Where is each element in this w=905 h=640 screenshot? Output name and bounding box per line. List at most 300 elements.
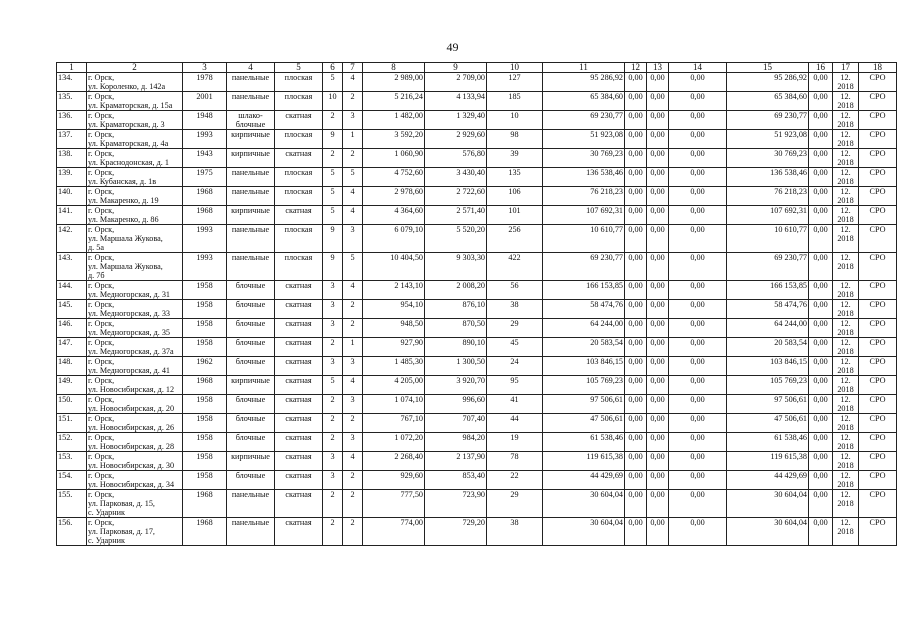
- cell-entr: 3: [343, 225, 363, 253]
- cell-c15: 30 604,04: [727, 490, 809, 518]
- address-line: ул. Медногорская, д. 35: [88, 328, 171, 337]
- address-line: ул. Новосибирская, д. 30: [88, 461, 175, 470]
- cell-c18: СРО: [859, 433, 897, 452]
- cell-total: 65 384,60: [543, 92, 625, 111]
- cell-roof: скатная: [275, 452, 323, 471]
- column-header-15: 15: [727, 63, 809, 73]
- cell-entr: 4: [343, 376, 363, 395]
- cell-line: 12.: [840, 281, 851, 290]
- column-header-9: 9: [425, 63, 487, 73]
- cell-floors: 5: [323, 168, 343, 187]
- cell-people: 10: [487, 111, 543, 130]
- cell-entr: 5: [343, 168, 363, 187]
- cell-entr: 3: [343, 357, 363, 376]
- cell-walls: панельные: [227, 253, 275, 281]
- address-line: ул. Маршала Жукова,: [88, 234, 163, 243]
- cell-n: 146.: [57, 319, 87, 338]
- address-line: г. Орск,: [88, 225, 115, 234]
- cell-area2: 2 008,20: [425, 281, 487, 300]
- cell-c17: [833, 357, 859, 376]
- cell-walls: блочные: [227, 281, 275, 300]
- address-line: г. Орск,: [88, 300, 115, 309]
- address-line: ул. Макаренко, д. 19: [88, 196, 159, 205]
- cell-floors: 9: [323, 130, 343, 149]
- cell-line: 2018: [837, 82, 854, 91]
- cell-people: 101: [487, 206, 543, 225]
- cell-year: 1978: [183, 73, 227, 92]
- cell-n: 144.: [57, 281, 87, 300]
- table-row: [57, 376, 897, 395]
- cell-total: 69 230,77: [543, 111, 625, 130]
- cell-roof: плоская: [275, 187, 323, 206]
- address-line: г. Орск,: [88, 433, 115, 442]
- cell-addr: [87, 376, 183, 395]
- cell-year: 1993: [183, 130, 227, 149]
- address-line: г. Орск,: [88, 357, 115, 366]
- cell-floors: 2: [323, 111, 343, 130]
- cell-c16: 0,00: [809, 518, 833, 546]
- cell-addr: [87, 206, 183, 225]
- cell-c13: 0,00: [647, 187, 669, 206]
- cell-c14: 0,00: [669, 471, 727, 490]
- cell-area2: 9 303,30: [425, 253, 487, 281]
- cell-c18: СРО: [859, 281, 897, 300]
- cell-line: 12.: [840, 452, 851, 461]
- cell-c18: СРО: [859, 73, 897, 92]
- cell-c12: 0,00: [625, 206, 647, 225]
- cell-c13: 0,00: [647, 395, 669, 414]
- cell-c12: 0,00: [625, 452, 647, 471]
- cell-total: 61 538,46: [543, 433, 625, 452]
- cell-addr: [87, 490, 183, 518]
- cell-c13: 0,00: [647, 471, 669, 490]
- address-line: ул. Краматорская, д. 3: [88, 120, 165, 129]
- cell-c15: 136 538,46: [727, 168, 809, 187]
- table-row: [57, 281, 897, 300]
- cell-n: 142.: [57, 225, 87, 253]
- cell-walls: блочные: [227, 414, 275, 433]
- table-row: [57, 73, 897, 92]
- cell-roof: скатная: [275, 206, 323, 225]
- cell-c13: 0,00: [647, 338, 669, 357]
- cell-c16: 0,00: [809, 73, 833, 92]
- cell-line: 2018: [837, 158, 854, 167]
- cell-roof: плоская: [275, 130, 323, 149]
- table-row: [57, 452, 897, 471]
- cell-c14: 0,00: [669, 414, 727, 433]
- cell-c16: 0,00: [809, 168, 833, 187]
- cell-c16: 0,00: [809, 319, 833, 338]
- cell-year: 1968: [183, 187, 227, 206]
- table-row: [57, 357, 897, 376]
- cell-area2: 2 929,60: [425, 130, 487, 149]
- address-line: г. Орск,: [88, 281, 115, 290]
- column-header-13: 13: [647, 63, 669, 73]
- cell-c18: СРО: [859, 168, 897, 187]
- cell-line: 2018: [837, 196, 854, 205]
- cell-people: 29: [487, 490, 543, 518]
- cell-floors: 3: [323, 300, 343, 319]
- cell-roof: плоская: [275, 73, 323, 92]
- table-row: [57, 92, 897, 111]
- cell-n: 149.: [57, 376, 87, 395]
- cell-n: 136.: [57, 111, 87, 130]
- cell-people: 106: [487, 187, 543, 206]
- cell-area: 774,00: [363, 518, 425, 546]
- cell-year: 1958: [183, 319, 227, 338]
- cell-c17: [833, 300, 859, 319]
- cell-entr: 3: [343, 395, 363, 414]
- cell-c14: 0,00: [669, 518, 727, 546]
- cell-c13: 0,00: [647, 225, 669, 253]
- cell-walls: панельные: [227, 187, 275, 206]
- cell-n: 139.: [57, 168, 87, 187]
- cell-entr: 4: [343, 73, 363, 92]
- cell-c13: 0,00: [647, 433, 669, 452]
- cell-c17: [833, 130, 859, 149]
- cell-c13: 0,00: [647, 300, 669, 319]
- cell-entr: 4: [343, 206, 363, 225]
- column-number-header: [57, 63, 897, 73]
- cell-c12: 0,00: [625, 319, 647, 338]
- cell-addr: [87, 253, 183, 281]
- cell-walls: [227, 111, 275, 130]
- cell-c12: 0,00: [625, 357, 647, 376]
- cell-c14: 0,00: [669, 206, 727, 225]
- cell-area: 4 752,60: [363, 168, 425, 187]
- cell-total: 58 474,76: [543, 300, 625, 319]
- cell-people: 135: [487, 168, 543, 187]
- cell-c18: СРО: [859, 92, 897, 111]
- cell-c12: 0,00: [625, 518, 647, 546]
- cell-c16: 0,00: [809, 92, 833, 111]
- cell-people: 44: [487, 414, 543, 433]
- cell-area2: 2 709,00: [425, 73, 487, 92]
- cell-n: 138.: [57, 149, 87, 168]
- cell-people: 29: [487, 319, 543, 338]
- cell-line: 2018: [837, 328, 854, 337]
- address-line: ул. Короленко, д. 142а: [88, 82, 166, 91]
- cell-walls: кирпичные: [227, 149, 275, 168]
- cell-area2: 729,20: [425, 518, 487, 546]
- cell-c18: СРО: [859, 395, 897, 414]
- cell-c14: 0,00: [669, 111, 727, 130]
- cell-c13: 0,00: [647, 376, 669, 395]
- column-header-1: 1: [57, 63, 87, 73]
- cell-c13: 0,00: [647, 168, 669, 187]
- cell-total: 20 583,54: [543, 338, 625, 357]
- cell-c13: 0,00: [647, 206, 669, 225]
- cell-area: 2 143,10: [363, 281, 425, 300]
- address-line: г. Орск,: [88, 92, 115, 101]
- cell-line: 2018: [837, 347, 854, 356]
- address-line: ул. Медногорская, д. 33: [88, 309, 171, 318]
- cell-walls: блочные: [227, 433, 275, 452]
- cell-people: 127: [487, 73, 543, 92]
- cell-c17: [833, 395, 859, 414]
- cell-c18: СРО: [859, 357, 897, 376]
- column-header-8: 8: [363, 63, 425, 73]
- cell-c15: 119 615,38: [727, 452, 809, 471]
- cell-area: 1 074,10: [363, 395, 425, 414]
- cell-c18: СРО: [859, 253, 897, 281]
- column-header-16: 16: [809, 63, 833, 73]
- cell-walls: панельные: [227, 168, 275, 187]
- address-line: ул. Новосибирская, д. 34: [88, 480, 175, 489]
- cell-area: 1 482,00: [363, 111, 425, 130]
- cell-total: 107 692,31: [543, 206, 625, 225]
- cell-entr: 2: [343, 518, 363, 546]
- cell-area: 5 216,24: [363, 92, 425, 111]
- cell-area2: 3 920,70: [425, 376, 487, 395]
- table-row: [57, 225, 897, 253]
- cell-people: 41: [487, 395, 543, 414]
- address-line: с. Ударник: [88, 508, 126, 517]
- cell-c14: 0,00: [669, 300, 727, 319]
- cell-people: 38: [487, 518, 543, 546]
- cell-walls: блочные: [227, 395, 275, 414]
- cell-line: 2018: [837, 461, 854, 470]
- cell-line: 12.: [840, 225, 851, 234]
- cell-floors: 5: [323, 206, 343, 225]
- address-line: ул. Маршала Жукова,: [88, 262, 163, 271]
- cell-roof: скатная: [275, 471, 323, 490]
- cell-line: 12.: [840, 92, 851, 101]
- cell-total: 76 218,23: [543, 187, 625, 206]
- address-line: ул. Новосибирская, д. 28: [88, 442, 175, 451]
- cell-c15: 76 218,23: [727, 187, 809, 206]
- cell-c12: 0,00: [625, 490, 647, 518]
- cell-c15: 44 429,69: [727, 471, 809, 490]
- cell-year: 1968: [183, 490, 227, 518]
- cell-c12: 0,00: [625, 130, 647, 149]
- cell-c17: [833, 187, 859, 206]
- cell-people: 185: [487, 92, 543, 111]
- cell-c14: 0,00: [669, 168, 727, 187]
- cell-n: 134.: [57, 73, 87, 92]
- cell-c17: [833, 414, 859, 433]
- cell-floors: 5: [323, 376, 343, 395]
- cell-n: 152.: [57, 433, 87, 452]
- cell-area: 6 079,10: [363, 225, 425, 253]
- cell-c14: 0,00: [669, 395, 727, 414]
- cell-line: 12.: [840, 130, 851, 139]
- cell-c12: 0,00: [625, 187, 647, 206]
- cell-year: 1968: [183, 206, 227, 225]
- cell-c14: 0,00: [669, 338, 727, 357]
- address-line: ул. Краснодонская, д. 1: [88, 158, 169, 167]
- cell-c15: 97 506,61: [727, 395, 809, 414]
- cell-area: 1 485,30: [363, 357, 425, 376]
- cell-c18: СРО: [859, 376, 897, 395]
- cell-c13: 0,00: [647, 281, 669, 300]
- table-row: [57, 187, 897, 206]
- cell-c14: 0,00: [669, 452, 727, 471]
- cell-line: 2018: [837, 120, 854, 129]
- table-row: [57, 433, 897, 452]
- cell-entr: 2: [343, 92, 363, 111]
- cell-c17: [833, 73, 859, 92]
- cell-floors: 3: [323, 281, 343, 300]
- cell-line: 2018: [837, 139, 854, 148]
- cell-total: 166 153,85: [543, 281, 625, 300]
- cell-c13: 0,00: [647, 73, 669, 92]
- table-row: [57, 338, 897, 357]
- cell-line: 12.: [840, 149, 851, 158]
- cell-floors: 5: [323, 187, 343, 206]
- cell-area2: 1 329,40: [425, 111, 487, 130]
- cell-c15: 30 604,04: [727, 518, 809, 546]
- cell-c18: СРО: [859, 300, 897, 319]
- table-body: [57, 73, 897, 546]
- cell-c17: [833, 253, 859, 281]
- column-header-4: 4: [227, 63, 275, 73]
- cell-c13: 0,00: [647, 149, 669, 168]
- cell-c12: 0,00: [625, 111, 647, 130]
- cell-c18: СРО: [859, 225, 897, 253]
- cell-n: 137.: [57, 130, 87, 149]
- cell-c13: 0,00: [647, 92, 669, 111]
- cell-area: 948,50: [363, 319, 425, 338]
- table-row: [57, 206, 897, 225]
- cell-people: 45: [487, 338, 543, 357]
- cell-year: 1993: [183, 253, 227, 281]
- cell-line: 12.: [840, 376, 851, 385]
- cell-people: 19: [487, 433, 543, 452]
- cell-c13: 0,00: [647, 130, 669, 149]
- cell-n: 141.: [57, 206, 87, 225]
- column-header-17: 17: [833, 63, 859, 73]
- cell-c17: [833, 281, 859, 300]
- address-line: г. Орск,: [88, 490, 115, 499]
- cell-people: 22: [487, 471, 543, 490]
- cell-total: 30 769,23: [543, 149, 625, 168]
- cell-c18: СРО: [859, 130, 897, 149]
- cell-c15: 51 923,08: [727, 130, 809, 149]
- cell-line: 12.: [840, 471, 851, 480]
- cell-c14: 0,00: [669, 73, 727, 92]
- cell-c12: 0,00: [625, 281, 647, 300]
- cell-area: 929,60: [363, 471, 425, 490]
- cell-c17: [833, 338, 859, 357]
- cell-area2: 2 722,60: [425, 187, 487, 206]
- address-line: ул. Парковая, д. 15,: [88, 499, 155, 508]
- cell-entr: 4: [343, 452, 363, 471]
- column-header-18: 18: [859, 63, 897, 73]
- column-header-10: 10: [487, 63, 543, 73]
- cell-entr: 3: [343, 433, 363, 452]
- cell-n: 148.: [57, 357, 87, 376]
- cell-line: 2018: [837, 234, 854, 243]
- cell-people: 24: [487, 357, 543, 376]
- cell-year: 1962: [183, 357, 227, 376]
- cell-c16: 0,00: [809, 395, 833, 414]
- cell-addr: [87, 319, 183, 338]
- cell-addr: [87, 111, 183, 130]
- column-header-2: 2: [87, 63, 183, 73]
- address-line: д. 7б: [88, 271, 105, 280]
- cell-walls: блочные: [227, 357, 275, 376]
- cell-total: 97 506,61: [543, 395, 625, 414]
- cell-c12: 0,00: [625, 376, 647, 395]
- cell-c14: 0,00: [669, 433, 727, 452]
- cell-roof: скатная: [275, 149, 323, 168]
- cell-n: 147.: [57, 338, 87, 357]
- cell-walls: блочные: [227, 338, 275, 357]
- cell-addr: [87, 414, 183, 433]
- cell-floors: 5: [323, 73, 343, 92]
- cell-year: 1968: [183, 518, 227, 546]
- cell-c16: 0,00: [809, 300, 833, 319]
- cell-year: 1975: [183, 168, 227, 187]
- cell-addr: [87, 92, 183, 111]
- cell-c12: 0,00: [625, 253, 647, 281]
- address-line: г. Орск,: [88, 376, 115, 385]
- cell-addr: [87, 452, 183, 471]
- cell-floors: 2: [323, 490, 343, 518]
- cell-c14: 0,00: [669, 253, 727, 281]
- cell-year: 1958: [183, 300, 227, 319]
- cell-c14: 0,00: [669, 490, 727, 518]
- cell-c16: 0,00: [809, 111, 833, 130]
- cell-addr: [87, 518, 183, 546]
- cell-total: 136 538,46: [543, 168, 625, 187]
- cell-area: 927,90: [363, 338, 425, 357]
- cell-c12: 0,00: [625, 225, 647, 253]
- cell-roof: скатная: [275, 319, 323, 338]
- cell-line: 12.: [840, 206, 851, 215]
- cell-people: 95: [487, 376, 543, 395]
- cell-floors: 10: [323, 92, 343, 111]
- cell-c13: 0,00: [647, 357, 669, 376]
- cell-roof: плоская: [275, 253, 323, 281]
- column-header-5: 5: [275, 63, 323, 73]
- cell-total: 10 610,77: [543, 225, 625, 253]
- cell-c12: 0,00: [625, 338, 647, 357]
- cell-n: 154.: [57, 471, 87, 490]
- cell-roof: скатная: [275, 111, 323, 130]
- cell-c16: 0,00: [809, 149, 833, 168]
- cell-line: 12.: [840, 433, 851, 442]
- cell-area: 10 404,50: [363, 253, 425, 281]
- cell-year: 1943: [183, 149, 227, 168]
- cell-line: 2018: [837, 442, 854, 451]
- cell-area: 2 978,60: [363, 187, 425, 206]
- cell-area2: 984,20: [425, 433, 487, 452]
- cell-area: 954,10: [363, 300, 425, 319]
- table-row: [57, 111, 897, 130]
- cell-area2: 876,10: [425, 300, 487, 319]
- address-line: г. Орск,: [88, 319, 115, 328]
- cell-addr: [87, 225, 183, 253]
- cell-roof: скатная: [275, 414, 323, 433]
- cell-line: 12.: [840, 357, 851, 366]
- address-line: г. Орск,: [88, 452, 115, 461]
- cell-c18: СРО: [859, 149, 897, 168]
- cell-floors: 2: [323, 433, 343, 452]
- cell-entr: 1: [343, 338, 363, 357]
- cell-year: 1958: [183, 414, 227, 433]
- cell-year: 1958: [183, 433, 227, 452]
- cell-entr: 2: [343, 471, 363, 490]
- cell-c17: [833, 518, 859, 546]
- cell-c16: 0,00: [809, 338, 833, 357]
- cell-area: 4 205,00: [363, 376, 425, 395]
- cell-area: 1 072,20: [363, 433, 425, 452]
- cell-walls: блочные: [227, 300, 275, 319]
- column-header-12: 12: [625, 63, 647, 73]
- page-number: 49: [446, 40, 459, 54]
